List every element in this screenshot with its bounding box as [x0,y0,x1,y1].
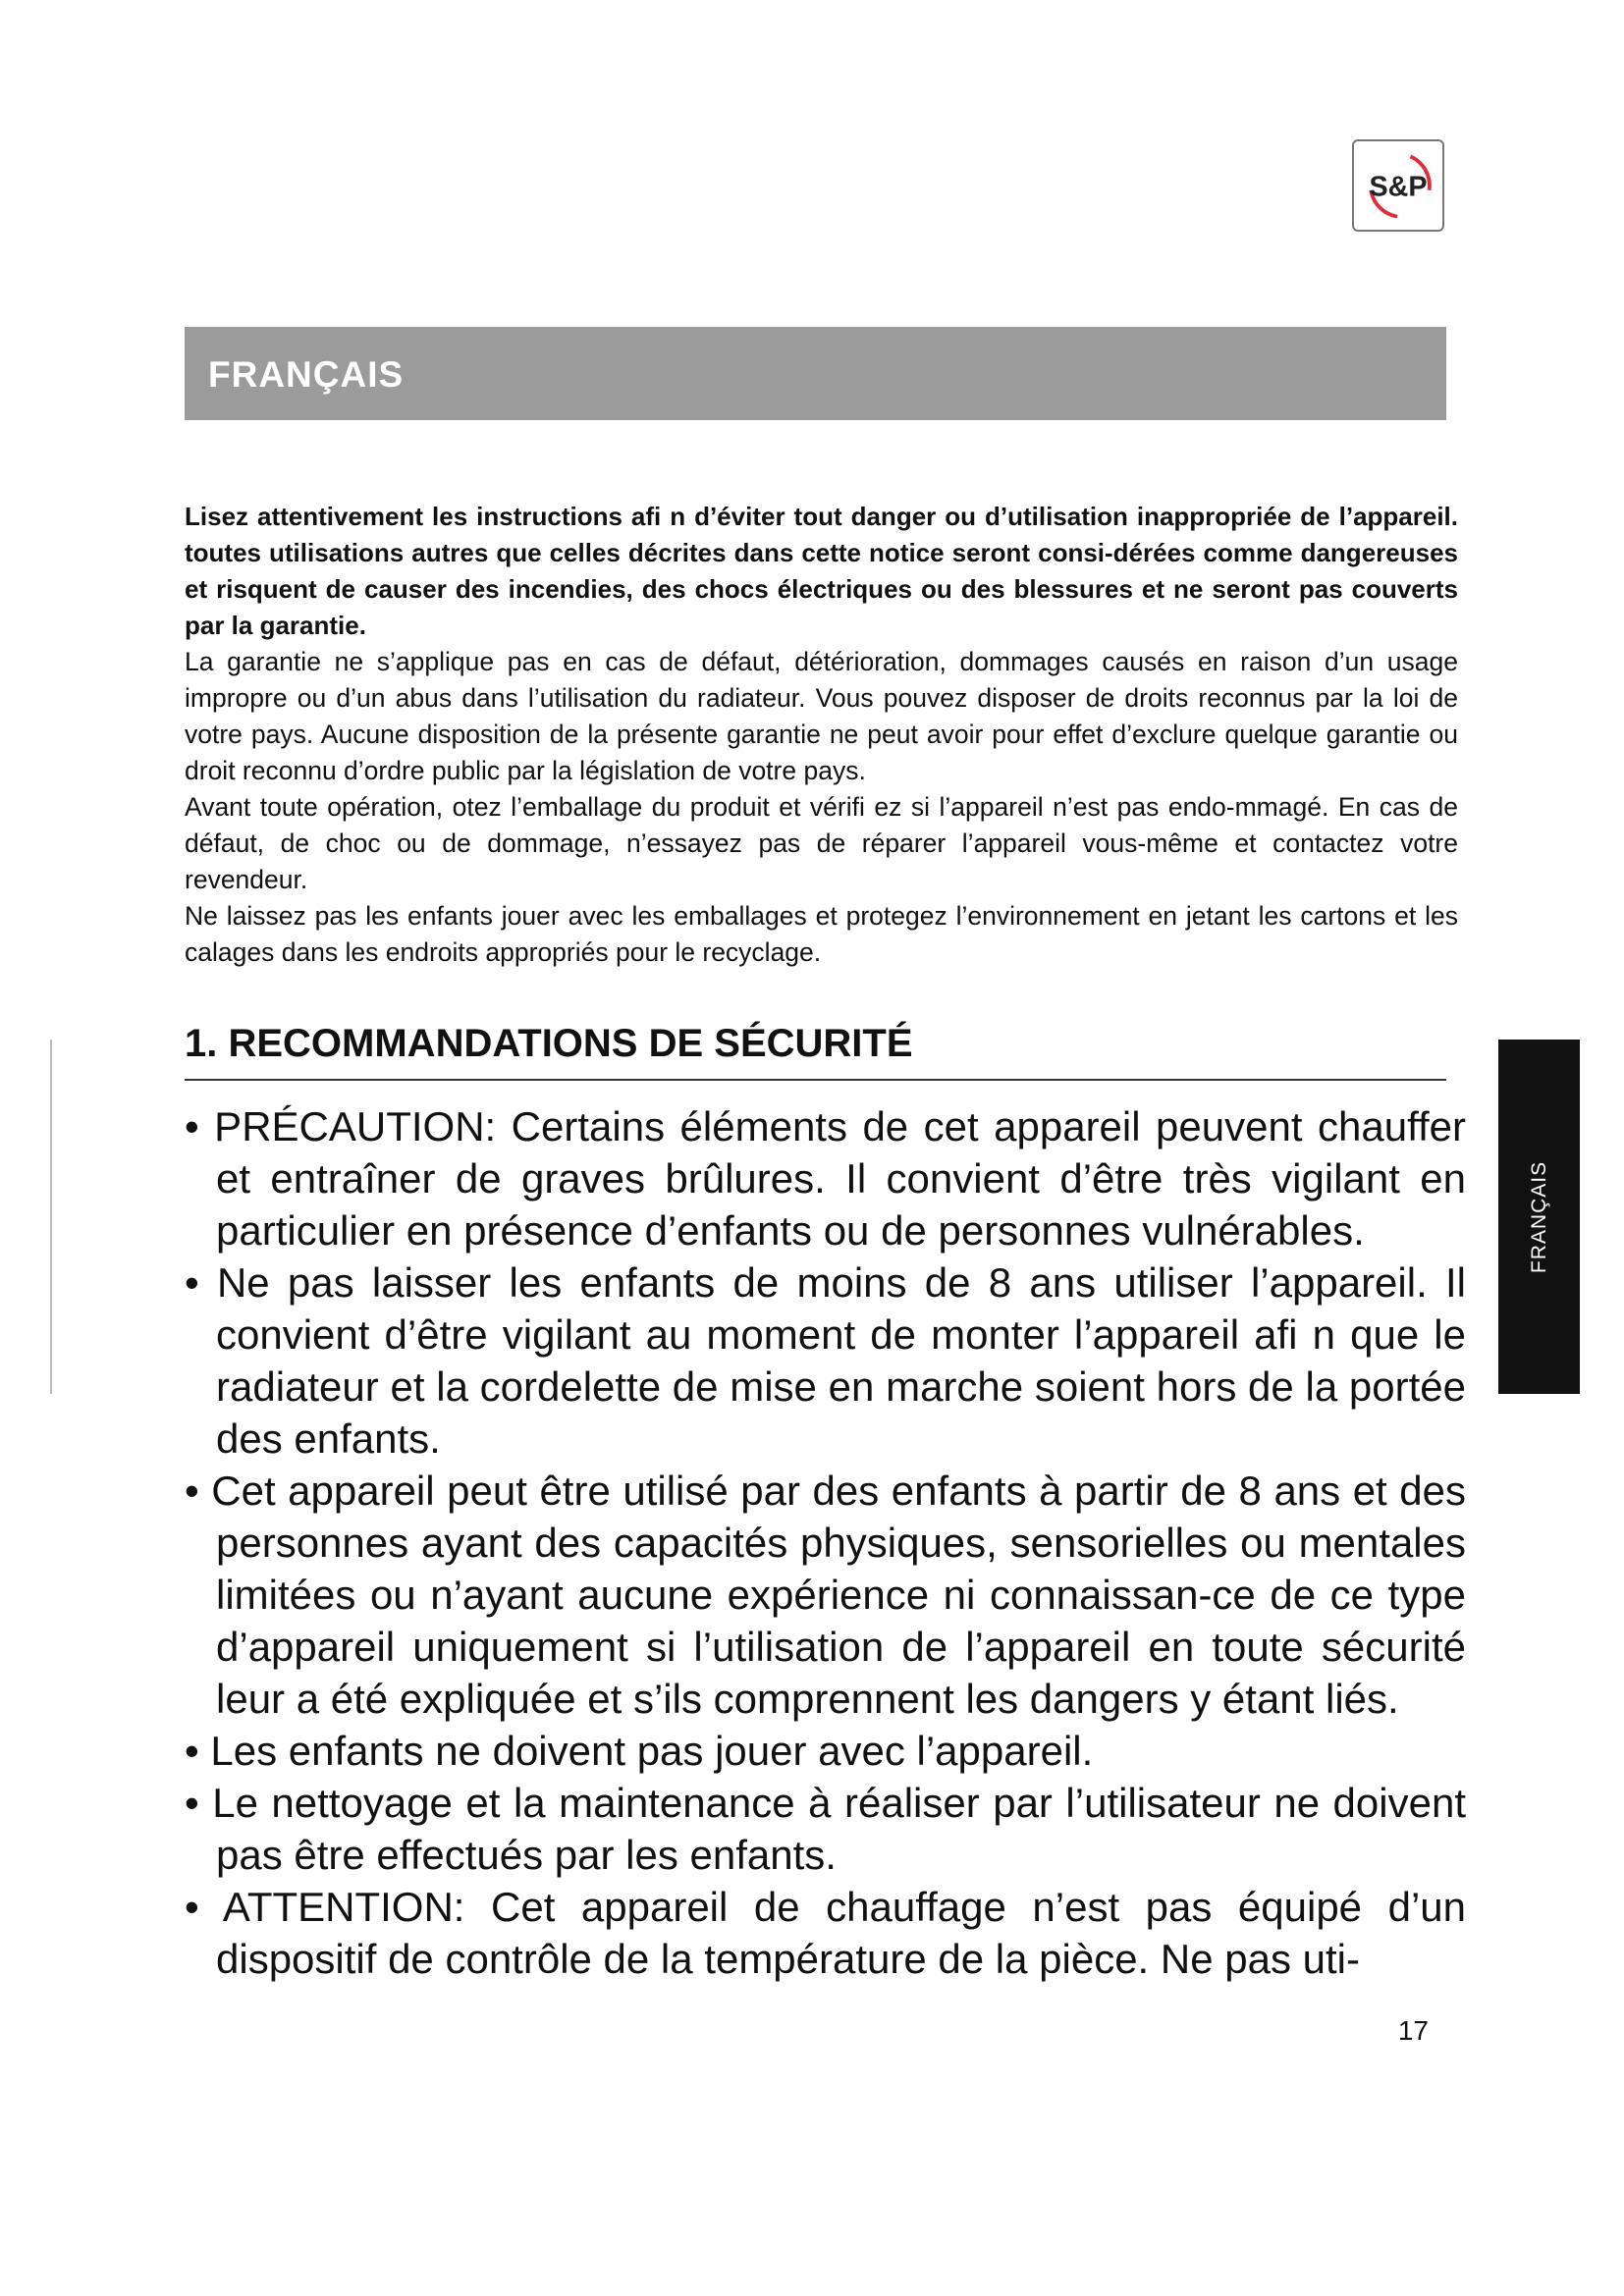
side-tab-label: FRANÇAIS [1527,1160,1550,1273]
section-heading: 1. RECOMMANDATIONS DE SÉCURITÉ [185,1020,1446,1081]
intro-paragraph: La garantie ne s’applique pas en cas de défaut, détérioration, dommages causés en raison d’un usage impropre ou d’un abus dans l’utilisation du radiateur. Vous pouvez disposer de droits reconnus par la loi de votre pays. Aucune disposition de la présente garantie ne peut avoir pour effet d’exclure quelque garantie ou droit reconnu d’ordre public par la législation de votre pays. [185,647,1458,785]
intro-text [185,499,1458,971]
safety-list [185,1100,1466,1985]
list-item: • Ne pas laisser les enfants de moins de 8 ans utiliser l’appareil. Il convient d’être vigilant au moment de monter l’appareil afi n que le radiateur et la cordelette de mise en marche soient hors de la portée des enfants. [185,1259,1466,1462]
page-number: 17 [1397,2015,1429,2046]
intro-paragraph: Ne laissez pas les enfants jouer avec les emballages et protegez l’environnement en jetant les cartons et les calages dans les endroits appropriés pour le recyclage. [185,901,1458,967]
list-item: • Cet appareil peut être utilisé par des enfants à partir de 8 ans et des personnes ayant des capacités physiques, sensorielles ou mentales limitées ou n’ayant aucune expérience ni connaissan-ce de ce type d’appareil uniquement si l’utilisation de l’appareil en toute sécurité leur a été expliquée et s’ils comprennent les dangers y étant liés. [185,1468,1466,1722]
intro-paragraph: Avant toute opération, otez l’emballage du produit et vérifi ez si l’appareil n’est pas endo-mmagé. En cas de défaut, de choc ou de dommage, n’essayez pas de réparer l’appareil vous-même et contactez votre revendeur. [185,792,1458,894]
list-item: • Le nettoyage et la maintenance à réaliser par l’utilisateur ne doivent pas être effectués par les enfants. [185,1780,1466,1878]
intro-warning: Lisez attentivement les instructions afi n d’éviter tout danger ou d’utilisation inappropriée de l’appareil. toutes utilisations autres que celles décrites dans cette notice seront consi-dérées comme dangereuses et risquent de causer des incendies, des chocs électriques ou des blessures et ne seront pas couverts par la garantie. [185,502,1458,640]
svg-text:S&P: S&P [1369,171,1428,203]
list-item: • PRÉCAUTION: Certains éléments de cet appareil peuvent chauffer et entraîner de graves brûlures. Il convient d’être très vigilant en particulier en présence d’enfants ou de personnes vulnérables. [185,1103,1466,1254]
list-item: • ATTENTION: Cet appareil de chauffage n’est pas équipé d’un dispositif de contrôle de la température de la pièce. Ne pas uti- [185,1884,1466,1982]
language-header-band [185,327,1446,420]
sp-logo [1352,139,1444,232]
language-side-tab [1498,1040,1580,1394]
margin-line [50,1040,52,1394]
language-title: FRANÇAIS [208,354,405,395]
list-item: • Les enfants ne doivent pas jouer avec l’appareil. [185,1728,1094,1774]
main-column [185,499,1466,2048]
